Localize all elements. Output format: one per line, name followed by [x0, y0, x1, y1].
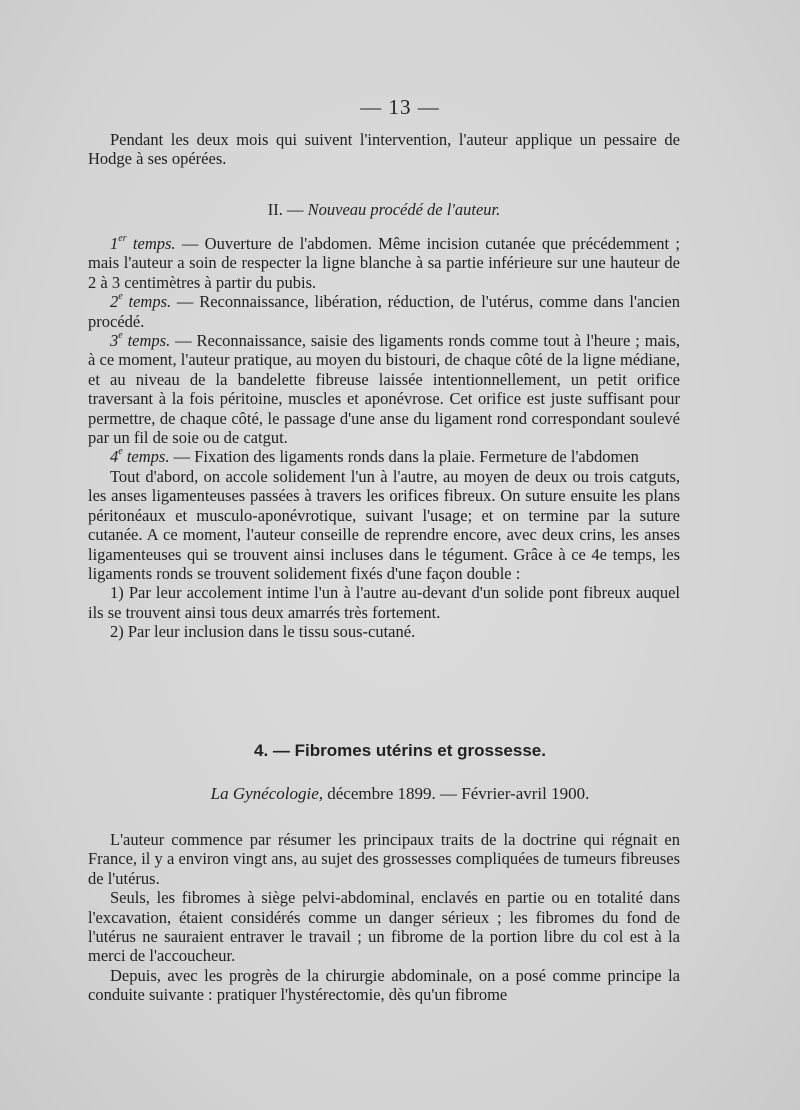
step-label: temps. — [127, 331, 171, 351]
step-number: 3 — [110, 331, 119, 351]
steps-list — [88, 234, 680, 642]
step-label: temps. — [126, 447, 170, 467]
step-suffix: er — [118, 233, 127, 244]
section-heading-fibromes: 4. — Fibromes utérins et grossesse. — [254, 741, 546, 760]
source-citation — [0, 784, 800, 804]
page-number: — 13 — — [360, 95, 440, 119]
step-number: 4 — [110, 447, 119, 467]
step-3 — [88, 331, 680, 447]
step-text: — Reconnaissance, saisie des ligaments ronds comme tout à l'heure ; mais, à ce moment, l'auteur pratique, au moyen du bistouri, de chaque côté de la ligne médiane, et au niveau de la bandelette fibreuse laissée intentionnellement, un petit orifice traversant à la fois péritoine, muscles et aponévrose. Cet orifice est juste suffisant pour permettre, de chaque côté, le passage d'une anse du ligament rond correspondant soulevé par un fil de soie ou de catgut. — [88, 331, 680, 448]
step-suffix: e — [118, 291, 123, 303]
paragraph-text: L'auteur commence par résumer les principaux traits de la doctrine qui régnait en France, il y a environ vingt ans, au sujet des grossesses compliquées de tumeurs fibreuses de l'utérus. — [88, 830, 680, 888]
list-item: 1) Par leur accolement intime l'un à l'autre au-devant d'un solide pont fibreux auquel ils se trouvent ainsi tous deux amarrés très fortement. — [88, 583, 680, 622]
paragraph-pessaire — [88, 130, 680, 169]
body-fibromes — [88, 830, 680, 1005]
step-1 — [88, 234, 680, 292]
step-suffix: e — [118, 330, 123, 342]
step-label: temps. — [132, 234, 176, 253]
step-4 — [88, 447, 680, 466]
section-number: II. — — [267, 200, 304, 219]
section-title: Nouveau procédé de l'auteur. — [307, 200, 501, 219]
paragraph-tout-dabord: Tout d'abord, on accole solidement l'un à l'autre, au moyen de deux ou trois catguts, les anses ligamenteuses passées à travers les orifices fibreux. On suture ensuite les plans péritonéaux et musculo-aponévrotique, suivant l'usage; et on termine par la suture cutanée. A ce moment, l'auteur conseille de reprendre encore, avec deux crins, les anses ligamenteuses qui se trouvent ainsi incluses dans le tégument. Grâce à ce 4e temps, les ligaments ronds se trouvent solidement fixés d'une façon double : — [88, 466, 680, 583]
paragraph-text: Depuis, avec les progrès de la chirurgie abdominale, on a posé comme principe la conduite suivante : pratiquer l'hystérectomie, dès qu'un fibrome — [88, 965, 680, 1005]
step-number: 2 — [110, 292, 119, 312]
step-suffix: e — [118, 446, 123, 458]
step-text: — Fixation des ligaments ronds dans la plaie. Fermeture de l'abdomen — [173, 447, 639, 467]
step-text: — Reconnaissance, libération, réduction, de l'utérus, comme dans l'ancien procédé. — [88, 292, 681, 331]
step-label: temps. — [128, 292, 172, 312]
publication-date: décembre 1899. — Février-avril 1900. — [327, 784, 590, 803]
list-item: 2) Par leur inclusion dans le tissu sous-cutané. — [110, 622, 416, 642]
step-text: — Ouverture de l'abdomen. Même incision cutanée que précédemment ; mais l'auteur a soin de respecter la ligne blanche à sa partie inférieure sur une hauteur de 2 à 3 centimètres à partir du pubis. — [88, 234, 681, 292]
paragraph-text: Seuls, les fibromes à siège pelvi-abdominal, enclavés en partie ou en totalité dans l'excavation, étaient considérés comme un danger sérieux ; les fibromes du fond de l'utérus ne sauraient entraver le travail ; un fibrome de la portion libre du col est à la merci de l'accoucheur. — [88, 888, 680, 966]
journal-title: La Gynécologie, — [210, 784, 323, 803]
paragraph-text: Pendant les deux mois qui suivent l'intervention, l'auteur applique un pessaire de Hodge à ses opérées. — [88, 130, 680, 169]
step-2 — [88, 292, 680, 331]
step-number: 1 — [110, 234, 119, 253]
section-title-nouveau-procede — [88, 200, 680, 219]
